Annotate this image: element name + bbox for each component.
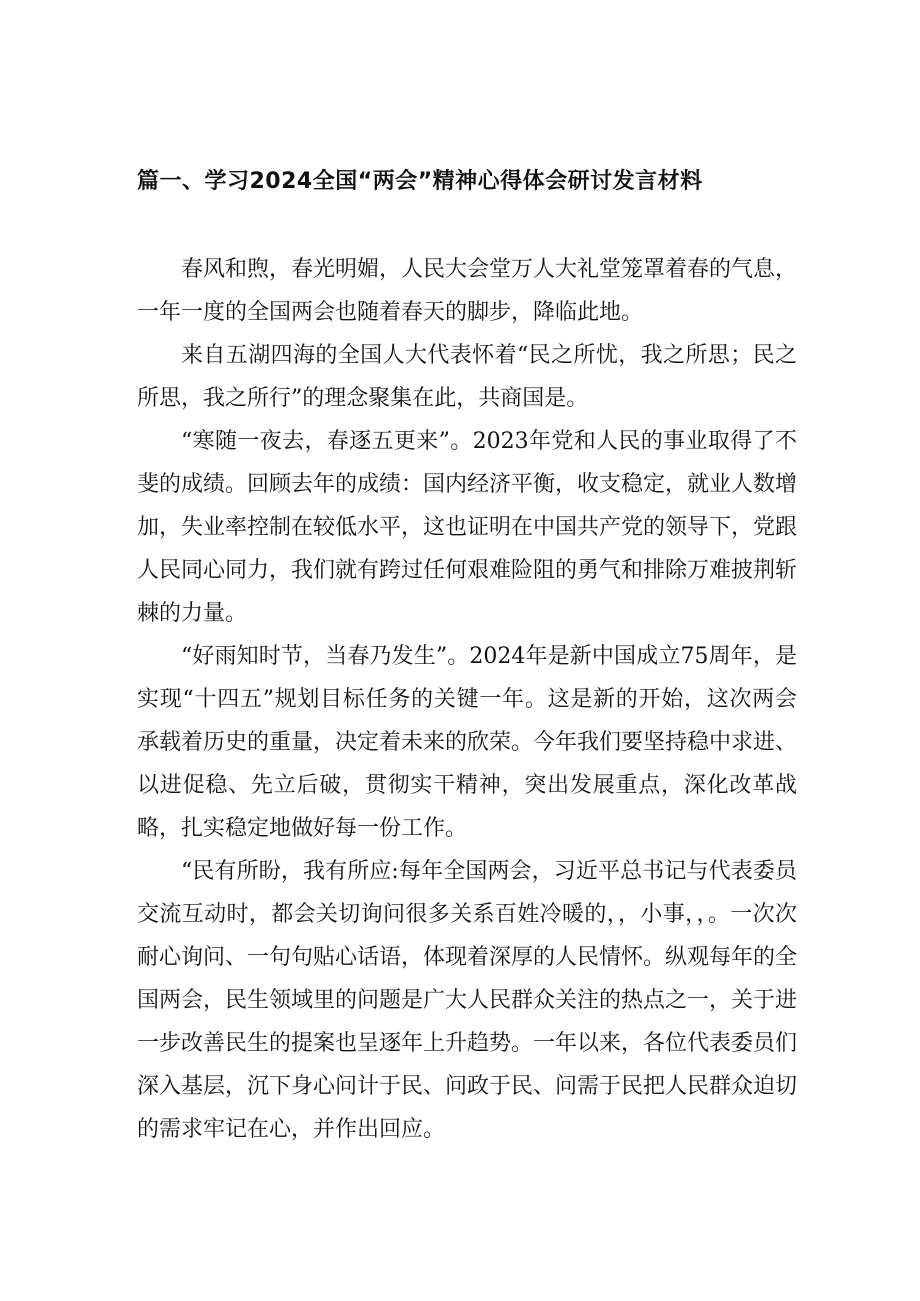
paragraph: “民有所盼，我有所应:每年全国两会，习近平总书记与代表委员交流互动时，都会关切询问很多关系百姓冷暖的，，小事，，。一次次耐心询问、一句句贴心话语，体现着深厚的人民情怀。纵观每年的全国两会，民生领域里的问题是广大人民群众关注的热点之一，关于进一步改善民生的提案也呈逐年上升趋势。一年以来，各位代表委员们深入基层，沉下身心问计于民、问政于民、问需于民把人民群众迫切的需求牢记在心，并作出回应。 [137, 859, 798, 1142]
document-title: 篇一、学习2024全国“两会”精神心得体会研讨发言材料 [137, 169, 703, 194]
paragraph: “好雨知时节，当春乃发生”。2024年是新中国成立75周年，是实现“十四五”规划目标任务的关键一年。这是新的开始，这次两会承载着历史的重量，决定着未来的欣荣。今年我们要坚持稳中求进、以进促稳、先立后破，贯彻实干精神，突出发展重点，深化改革战略，扎实稳定地做好每一份工作。 [137, 644, 798, 841]
paragraph: “寒随一夜去，春逐五更来”。2023年党和人民的事业取得了不斐的成绩。回顾去年的成绩：国内经济平衡，收支稳定，就业人数增加，失业率控制在较低水平，这也证明在中国共产党的领导下，党跟人民同心同力，我们就有跨过任何艰难险阻的勇气和排除万难披荆斩棘的力量。 [137, 429, 798, 626]
document-body [137, 248, 797, 1151]
paragraph: 来自五湖四海的全国人大代表怀着“民之所忧，我之所思；民之所思，我之所行”的理念聚集在此，共商国是。 [137, 343, 797, 411]
paragraph: 春风和煦，春光明媚，人民大会堂万人大礼堂笼罩着春的气息，一年一度的全国两会也随着春天的脚步，降临此地。 [137, 257, 798, 325]
